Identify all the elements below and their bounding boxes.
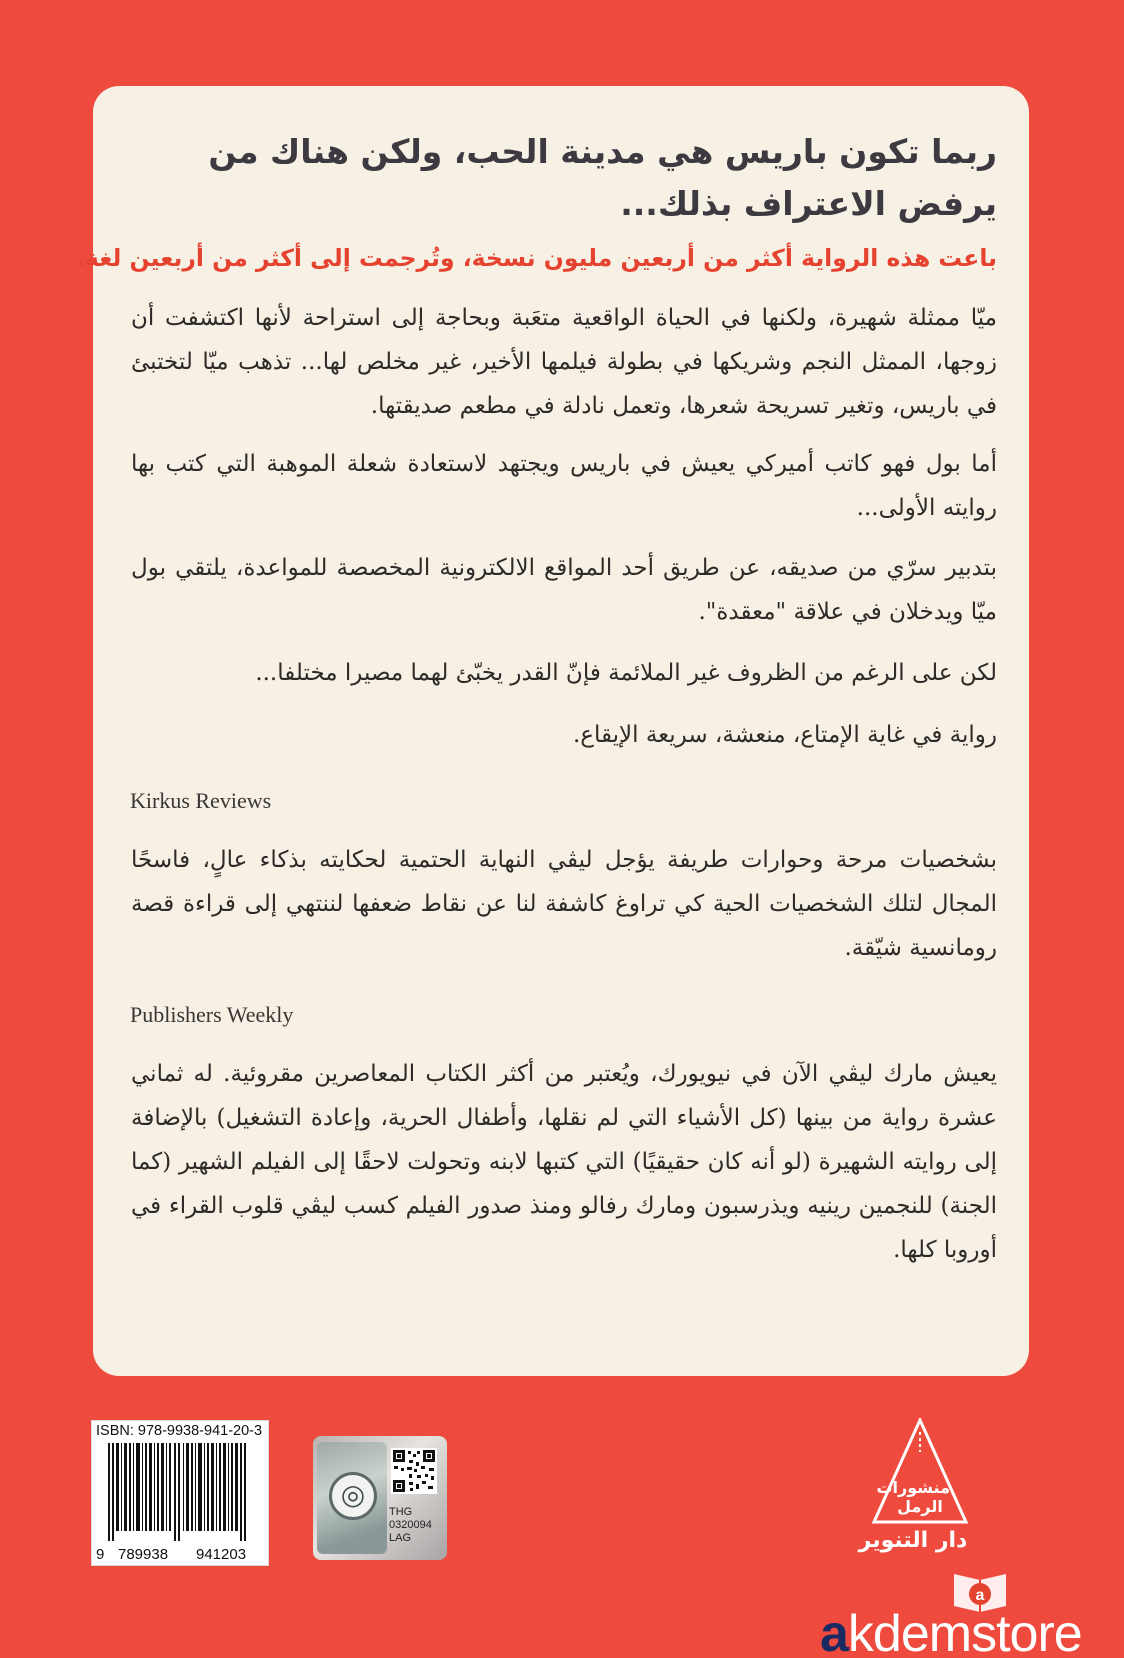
hologram-sticker [313, 1436, 447, 1560]
store-watermark-initial: a [820, 1605, 848, 1658]
hologram-emblem-icon: ◎ [329, 1472, 377, 1520]
barcode-bars [98, 1443, 264, 1541]
hologram-panel [317, 1442, 387, 1554]
barcode-digit-group-1: 789938 [118, 1546, 169, 1563]
sticker-code-line-2: 0320094 [389, 1519, 432, 1531]
headline: ربما تكون باريس هي مدينة الحب، ولكن هناك من يرفض الاعتراف بذلك... [208, 132, 997, 223]
review-source-2: Publishers Weekly [130, 1002, 294, 1027]
synopsis-paragraph-2: أما بول فهو كاتب أميركي يعيش في باريس ويجتهد لاستعادة شعلة الموهبة التي كتب بها روايته الأولى... [131, 451, 997, 521]
sticker-code-line-1: THG [389, 1506, 413, 1518]
review-quote-1: رواية في غاية الإمتاع، منعشة، سريعة الإيقاع. [572, 722, 997, 748]
sales-tagline: باعت هذه الرواية أكثر من أربعين مليون نسخة، وتُرجمت إلى أكثر من أربعين لغة. [76, 244, 997, 272]
barcode-digit-group-2: 941203 [196, 1546, 247, 1563]
synopsis-paragraph-1: ميّا ممثلة شهيرة، ولكنها في الحياة الواقعية متعَبة وبحاجة إلى استراحة لأنها اكتشفت أن زوجها، الممثل النجم وشريكها في بطولة فيلمها الأخير، غير مخلص لها... تذهب ميّا لتختبئ في باريس، وتغير تسريحة شعرها، وتعمل نادلة في مطعم صديقتها. [131, 305, 997, 419]
synopsis-paragraph-4: لكن على الرغم من الظروف غير الملائمة فإنّ القدر يخبّئ لهما مصيرا مختلفا... [255, 660, 997, 686]
review-source-1: Kirkus Reviews [130, 788, 272, 813]
store-logo-letter: a [975, 1587, 985, 1604]
sticker-code [389, 1506, 432, 1545]
publisher-logo [838, 1418, 988, 1558]
isbn-barcode [91, 1420, 269, 1566]
publisher-imprint: منشورات الرمل [876, 1478, 950, 1516]
sticker-code-line-3: LAG [389, 1532, 412, 1544]
review-quote-2: بشخصيات مرحة وحوارات طريفة يؤجل ليڤي النهاية الحتمية لحكايته بذكاء عالٍ، فاسحًا المجال لتلك الشخصيات الحية كي تراوغ كاشفة لنا عن نقاط ضعفها لننتهي إلى قراءة قصة رومانسية شيّقة. [131, 847, 997, 961]
publisher-name: دار التنوير [858, 1528, 968, 1553]
qr-code-icon [391, 1448, 437, 1494]
author-bio: يعيش مارك ليڤي الآن في نيويورك، ويُعتبر من أكثر الكتاب المعاصرين مقروئية. له ثماني عشرة رواية من بينها (كل الأشياء التي لم نقلها، وأطفال الحرية، وإعادة التشغيل) بالإضافة إلى روايته الشهيرة (لو أنه كان حقيقيًا) التي كتبها لابنه وتحولت لاحقًا إلى الفيلم الشهير (كما الجنة) للنجمين رينيه ويذرسبون ومارك رفالو ومنذ صدور الفيلم كسب ليڤي قلوب القراء في أوروبا كلها. [131, 1061, 997, 1263]
store-watermark [820, 1605, 1082, 1658]
store-watermark-rest: kdemstore [847, 1605, 1082, 1658]
synopsis-paragraph-3: بتدبير سرّي من صديقه، عن طريق أحد المواقع الالكترونية المخصصة للمواعدة، يلتقي بول ميّا ويدخلان في علاقة "معقدة". [131, 555, 997, 625]
barcode-digit-first: 9 [96, 1546, 105, 1563]
text-panel [76, 86, 1029, 1376]
isbn-label: ISBN: 978-9938-941-20-3 [96, 1423, 263, 1439]
